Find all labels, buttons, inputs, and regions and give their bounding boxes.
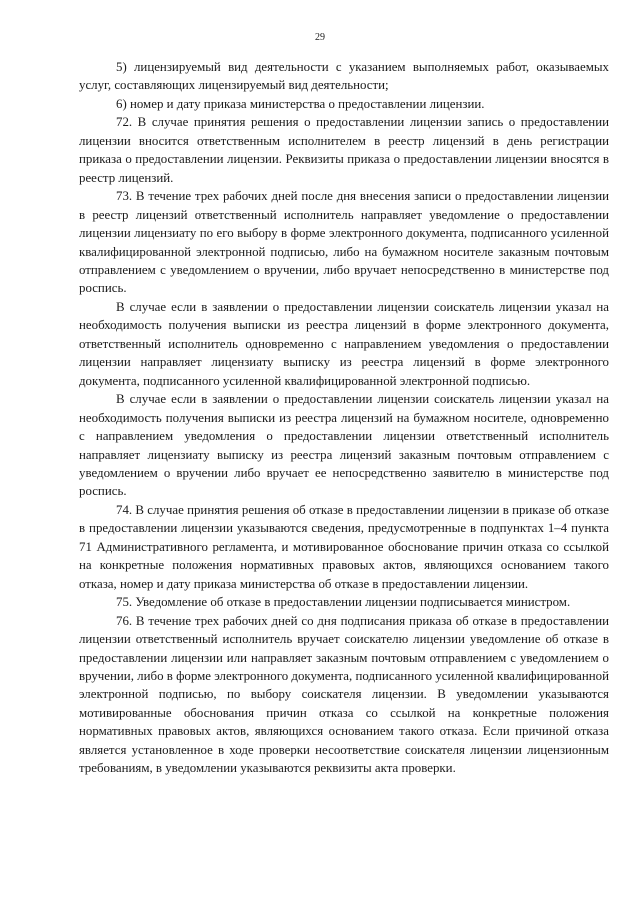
document-body [79, 58, 609, 778]
paragraph-75: 75. Уведомление об отказе в предоставлении лицензии подписывается министром. [116, 595, 571, 610]
paragraph-item-6: 6) номер и дату приказа министерства о предоставлении лицензии. [116, 96, 485, 111]
paragraph-76: 76. В течение трех рабочих дней со дня подписания приказа об отказе в предоставлении лицензии ответственный исполнитель вручает соискателю лицензии уведомление об отказе в предоставлении лицензии или направляет заказным почтовым отправлением с уведомлением о вручении, либо в форме электронного документа, подписанного усиленной квалифицированной электронной подписью, по выбору соискателя лицензии. В уведомлении указываются мотивированные обоснования причин отказа со ссылкой на конкретные положения нормативных правовых актов, являющихся основанием такого отказа. Если причиной отказа является установленное в ходе проверки несоответствие соискателя лицензии лицензионным требованиям, в уведомлении указываются реквизиты акта проверки. [79, 613, 609, 776]
paragraph-73: 73. В течение трех рабочих дней после дня внесения записи о предоставлении лицензии в реестр лицензий ответственный исполнитель направляет уведомление о предоставлении лицензии лицензиату по его выбору в форме электронного документа, подписанного усиленной квалифицированной электронной подписью, либо на бумажном носителе заказным почтовым отправлением с уведомлением о вручении, либо вручает непосредственно в министерстве под роспись. [79, 189, 609, 296]
paragraph-74: 74. В случае принятия решения об отказе в предоставлении лицензии в приказе об отказе в предоставлении лицензии указываются сведения, предусмотренные в подпунктах 1–4 пункта 71 Административного регламента, и мотивированное обоснование причин отказа со ссылкой на конкретные положения нормативных правовых актов, являющихся основанием такого отказа, номер и дату приказа министерства об отказе в предоставлении лицензии. [79, 502, 609, 591]
paragraph-73-electronic-extract: В случае если в заявлении о предоставлении лицензии соискатель лицензии указал на необходимость получения выписки из реестра лицензий в форме электронного документа, ответственный исполнитель одновременно с направлением уведомления о предоставлении лицензии направляет лицензиату выписку из реестра лицензий в форме электронного документа, подписанного усиленной квалифицированной электронной подписью. [79, 299, 609, 388]
paragraph-72: 72. В случае принятия решения о предоставлении лицензии запись о предоставлении лицензии вносится ответственным исполнителем в реестр лицензий в день регистрации приказа о предоставлении лицензии. Реквизиты приказа о предоставлении лицензии вносятся в реестр лицензий. [79, 115, 609, 185]
paragraph-73-paper-extract: В случае если в заявлении о предоставлении лицензии соискатель лицензии указал на необходимость получения выписки из реестра лицензий на бумажном носителе, одновременно с направлением уведомления о предоставлении лицензии ответственный исполнитель направляет лицензиату выписку из реестра лицензий заказным почтовым отправлением с уведомлением о вручении либо вручает ее непосредственно заявителю в министерстве под роспись. [79, 392, 609, 499]
paragraph-item-5: 5) лицензируемый вид деятельности с указанием выполняемых работ, оказываемых услуг, составляющих лицензируемый вид деятельности; [79, 60, 609, 93]
page-number: 29 [315, 32, 325, 43]
